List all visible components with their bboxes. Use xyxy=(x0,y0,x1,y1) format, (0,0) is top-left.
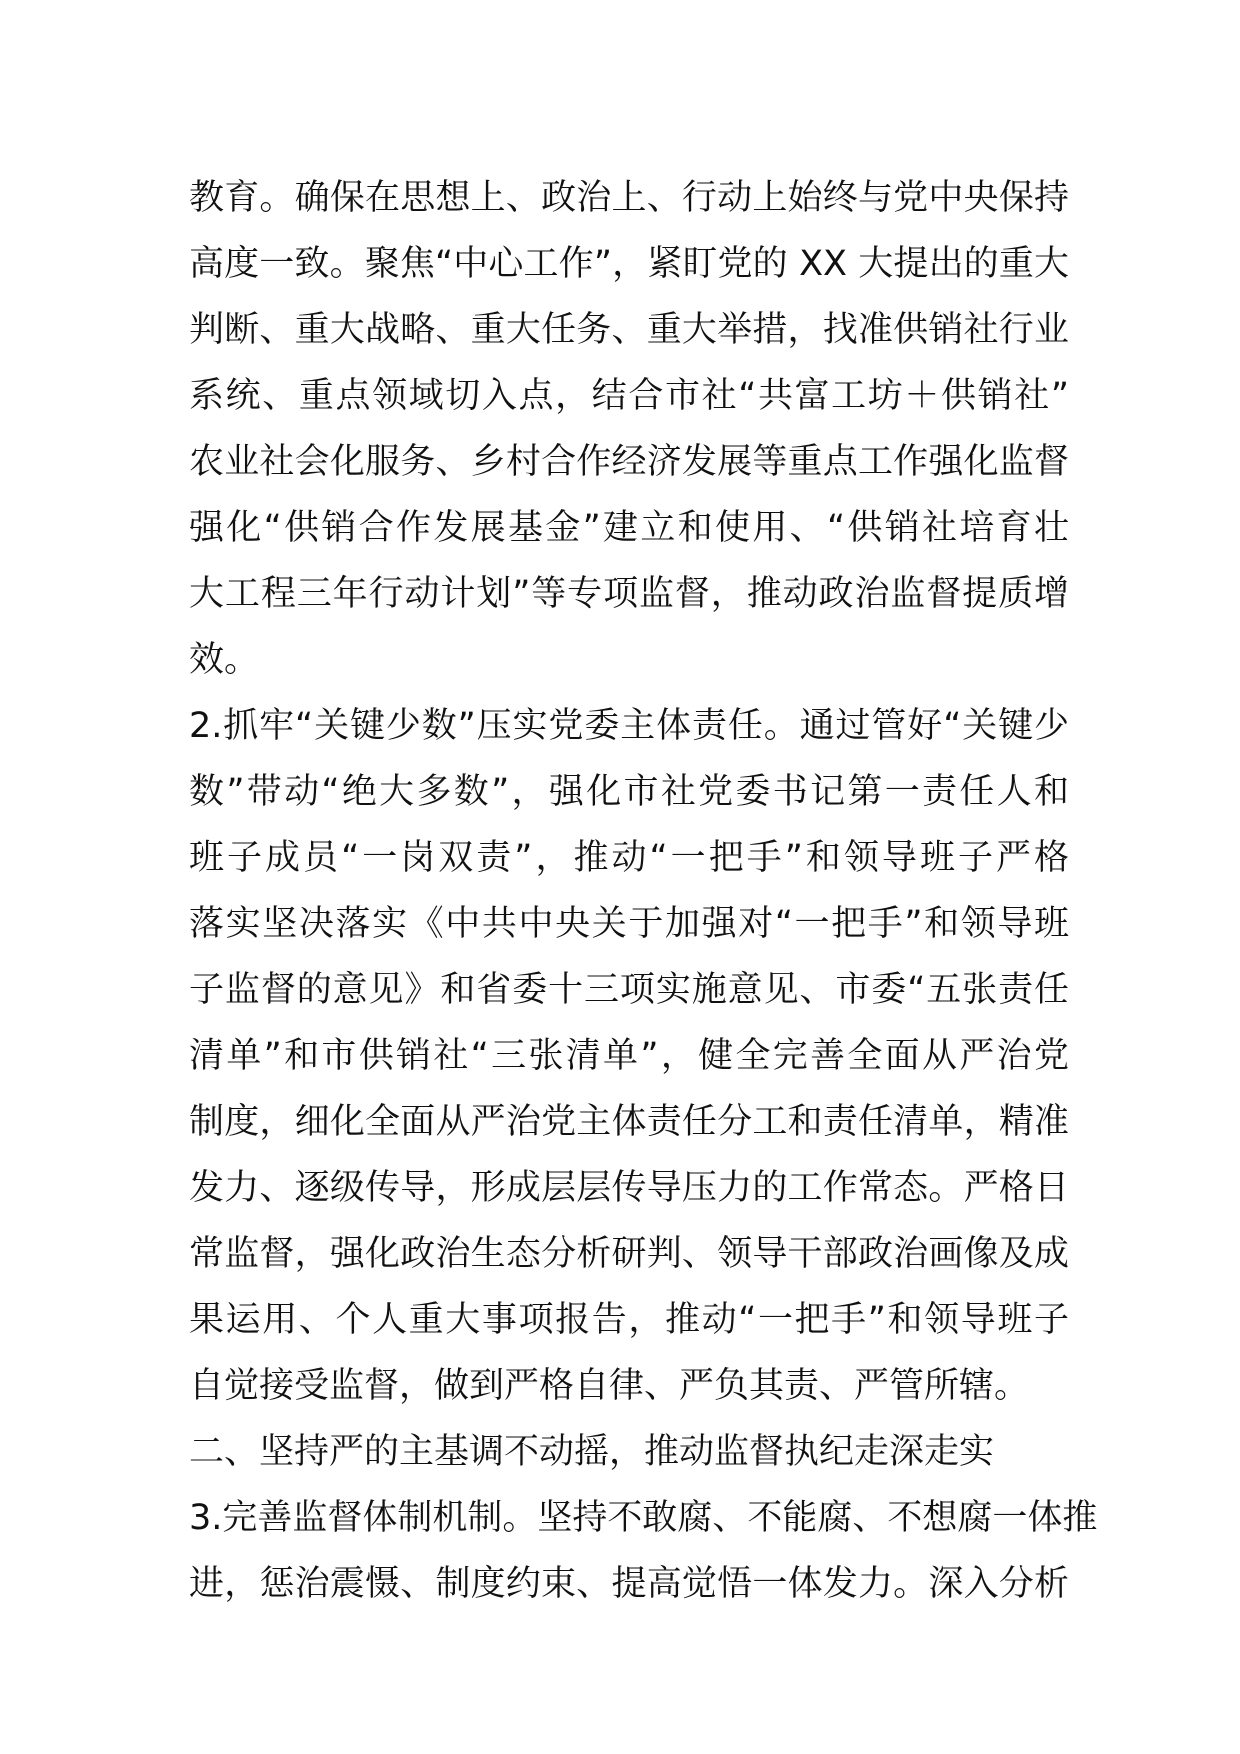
text-line: 农业社会化服务、乡村合作经济发展等重点工作强化监督 xyxy=(189,442,1069,482)
text-line: 系统、重点领域切入点，结合市社“共富工坊＋供销社” xyxy=(189,376,1069,416)
text-line: 数”带动“绝大多数”，强化市社党委书记第一责任人和 xyxy=(189,772,1069,812)
text-line: 强化“供销合作发展基金”建立和使用、“供销社培育壮 xyxy=(189,508,1069,548)
section-3-heading-line: 3.完善监督体制机制。坚持不敢腐、不能腐、不想腐一体推 xyxy=(189,1498,1098,1538)
text-line: 常监督，强化政治生态分析研判、领导干部政治画像及成 xyxy=(189,1234,1069,1274)
text-line: 班子成员“一岗双责”，推动“一把手”和领导班子严格 xyxy=(189,838,1069,878)
body-text xyxy=(189,165,1098,1617)
text-line: 发力、逐级传导，形成层层传导压力的工作常态。严格日 xyxy=(189,1168,1069,1208)
text-line: 大工程三年行动计划”等专项监督，推动政治监督提质增 xyxy=(189,574,1069,614)
paragraph-end-line: 自觉接受监督，做到严格自律、严负其责、严管所辖。 xyxy=(189,1366,1030,1406)
text-line: 制度，细化全面从严治党主体责任分工和责任清单，精准 xyxy=(189,1102,1069,1142)
text-line: 判断、重大战略、重大任务、重大举措，找准供销社行业 xyxy=(189,310,1069,350)
text-line: 子监督的意见》和省委十三项实施意见、市委“五张责任 xyxy=(189,970,1069,1010)
text-line: 教育。确保在思想上、政治上、行动上始终与党中央保持 xyxy=(189,178,1069,218)
text-line: 果运用、个人重大事项报告，推动“一把手”和领导班子 xyxy=(189,1300,1069,1340)
text-line: 高度一致。聚焦“中心工作”，紧盯党的 XX 大提出的重大 xyxy=(189,244,1069,284)
text-line: 清单”和市供销社“三张清单”，健全完善全面从严治党 xyxy=(189,1036,1069,1076)
text-line: 进，惩治震慑、制度约束、提高觉悟一体发力。深入分析 xyxy=(189,1564,1069,1604)
text-line: 落实坚决落实《中共中央关于加强对“一把手”和领导班 xyxy=(189,904,1069,944)
section-heading: 二、坚持严的主基调不动摇，推动监督执纪走深走实 xyxy=(189,1432,995,1472)
section-2-heading-line: 2.抓牢“关键少数”压实党委主体责任。通过管好“关键少 xyxy=(189,706,1069,746)
paragraph-end-line: 效。 xyxy=(189,640,260,680)
